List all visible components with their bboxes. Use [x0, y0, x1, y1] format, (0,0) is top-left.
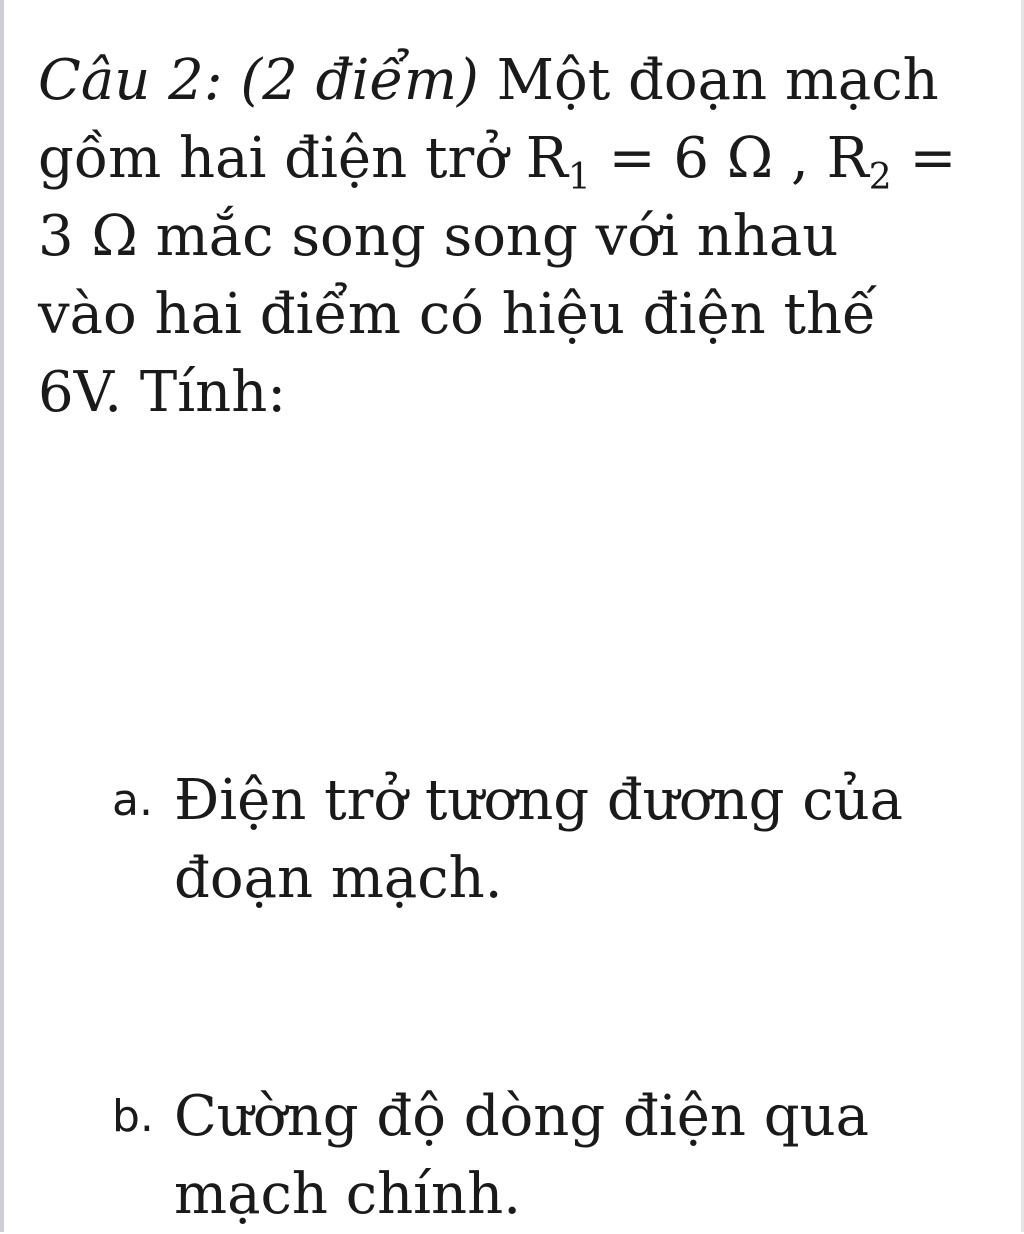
sub-question-b — [112, 1078, 992, 1234]
r2-equals: = — [891, 126, 957, 191]
question-line-1-text: Một đoạn mạch — [478, 48, 939, 113]
r1-value: = 6 Ω , — [590, 126, 827, 191]
question-text — [38, 42, 998, 432]
sub-question-a-line-2: đoạn mạch. — [174, 846, 503, 911]
sub-question-a — [112, 762, 992, 918]
page-left-border — [0, 0, 4, 1232]
question-line-2 — [38, 120, 998, 198]
r2-subscript: 2 — [868, 157, 892, 198]
question-line-2-text: gồm hai điện trở — [38, 126, 526, 191]
r1-symbol: R — [525, 126, 568, 191]
sub-question-a-marker: a. — [112, 775, 153, 826]
sub-question-b-line-2: mạch chính. — [174, 1162, 521, 1227]
sub-question-b-text — [174, 1078, 992, 1234]
sub-question-b-line-1: Cường độ dòng điện qua — [174, 1084, 870, 1149]
r1-subscript: 1 — [567, 157, 591, 198]
resistor-r2 — [826, 126, 957, 198]
sub-question-a-text — [174, 762, 992, 918]
sub-question-b-marker: b. — [112, 1091, 154, 1142]
question-line-5: 6V. Tính: — [38, 360, 287, 425]
question-line-3: 3 Ω mắc song song với nhau — [38, 204, 839, 269]
r2-symbol: R — [826, 126, 869, 191]
question-line-4: vào hai điểm có hiệu điện thế — [38, 282, 877, 347]
sub-question-a-line-1: Điện trở tương đương của — [174, 768, 904, 833]
question-label: Câu 2: (2 điểm) — [38, 48, 479, 113]
question-line-1 — [38, 42, 998, 120]
resistor-r1 — [525, 126, 827, 198]
